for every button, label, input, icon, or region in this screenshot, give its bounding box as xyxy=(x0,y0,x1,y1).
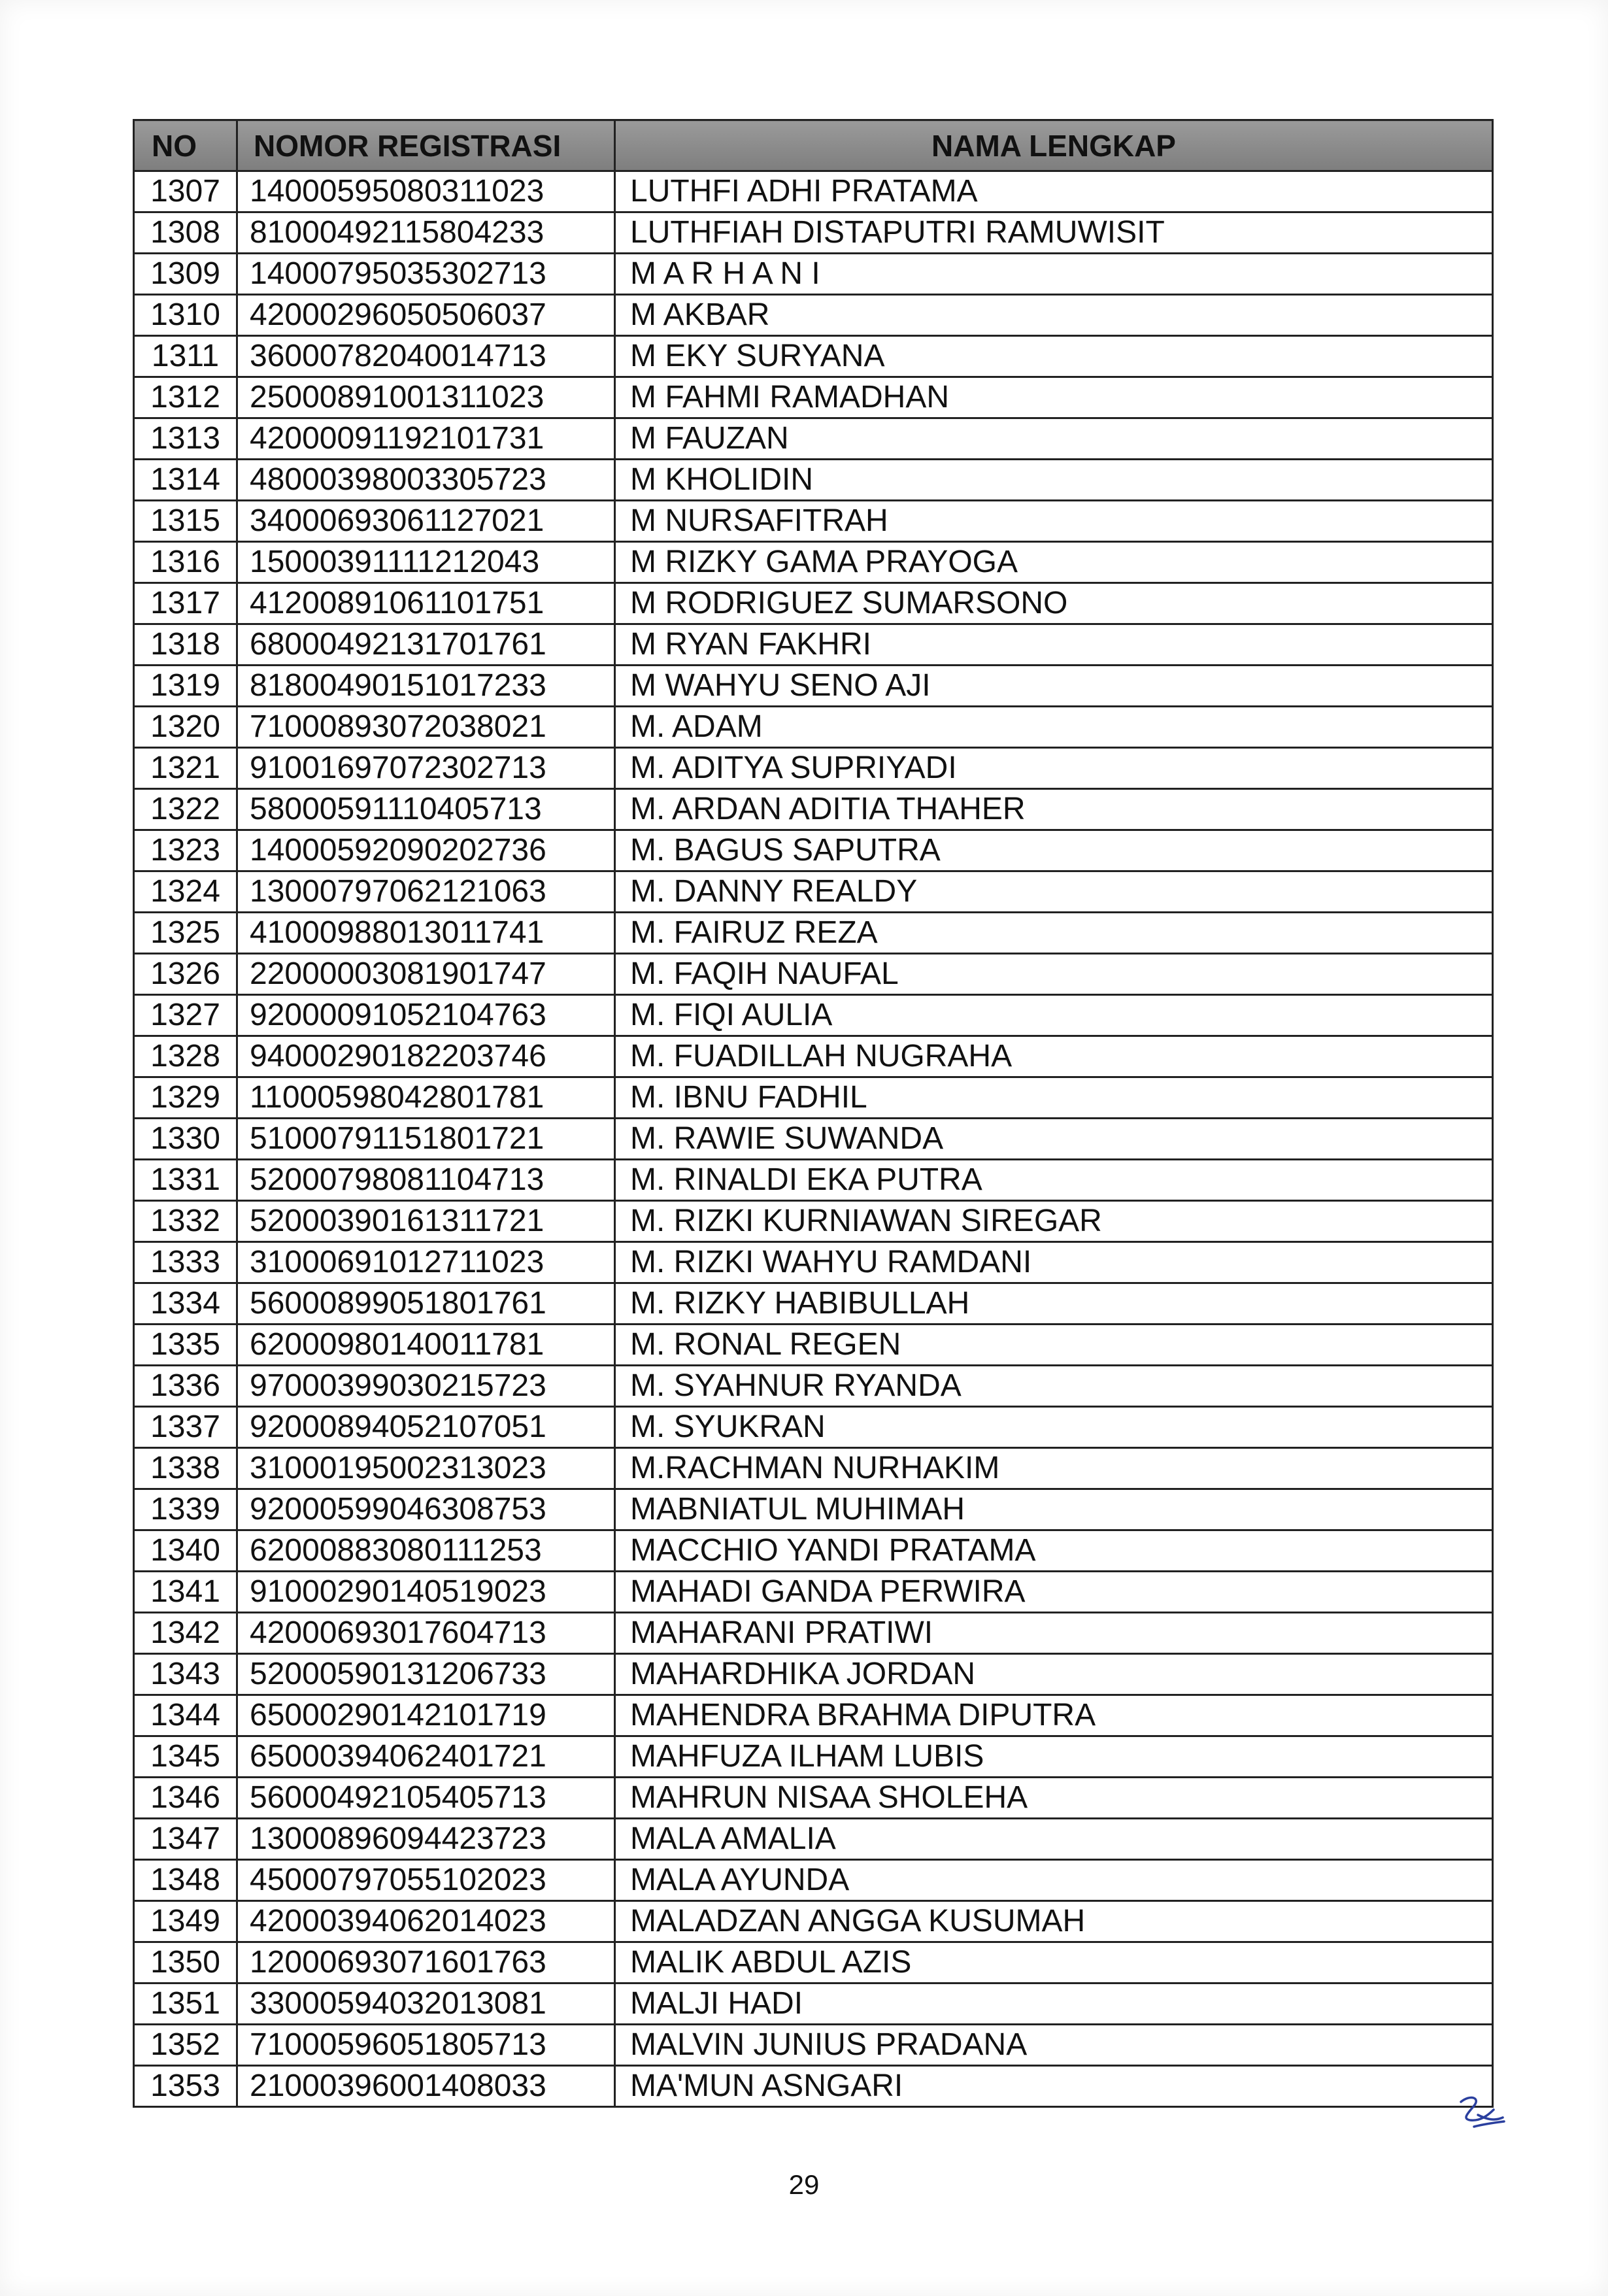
table-row xyxy=(134,2025,1493,2066)
table-row xyxy=(134,1325,1493,1366)
cell-registration-number: 31000691012711023 xyxy=(237,1242,615,1283)
cell-no: 1321 xyxy=(134,748,237,789)
table-row xyxy=(134,789,1493,830)
cell-registration-number: 92000091052104763 xyxy=(237,995,615,1036)
table-row xyxy=(134,1654,1493,1695)
table-row xyxy=(134,254,1493,295)
cell-full-name: MALVIN JUNIUS PRADANA xyxy=(615,2025,1493,2066)
cell-no: 1336 xyxy=(134,1366,237,1407)
cell-full-name: MALA AYUNDA xyxy=(615,1860,1493,1901)
cell-full-name: M. RONAL REGEN xyxy=(615,1325,1493,1366)
cell-full-name: MALJI HADI xyxy=(615,1984,1493,2025)
table-row xyxy=(134,501,1493,542)
cell-no: 1313 xyxy=(134,418,237,460)
cell-full-name: MAHENDRA BRAHMA DIPUTRA xyxy=(615,1695,1493,1736)
cell-registration-number: 97000399030215723 xyxy=(237,1366,615,1407)
cell-registration-number: 15000391111212043 xyxy=(237,542,615,583)
cell-registration-number: 52000390161311721 xyxy=(237,1201,615,1242)
cell-registration-number: 68000492131701761 xyxy=(237,624,615,666)
cell-no: 1324 xyxy=(134,871,237,913)
table-row xyxy=(134,583,1493,624)
cell-full-name: MAHADI GANDA PERWIRA xyxy=(615,1572,1493,1613)
table-row xyxy=(134,1572,1493,1613)
cell-full-name: MAHRUN NISAA SHOLEHA xyxy=(615,1778,1493,1819)
cell-registration-number: 42000296050506037 xyxy=(237,295,615,336)
cell-no: 1342 xyxy=(134,1613,237,1654)
table-row xyxy=(134,542,1493,583)
cell-registration-number: 71000893072038021 xyxy=(237,707,615,748)
cell-registration-number: 91001697072302713 xyxy=(237,748,615,789)
cell-no: 1307 xyxy=(134,171,237,212)
cell-no: 1341 xyxy=(134,1572,237,1613)
cell-no: 1328 xyxy=(134,1036,237,1077)
cell-no: 1338 xyxy=(134,1448,237,1489)
cell-registration-number: 62000883080111253 xyxy=(237,1530,615,1572)
cell-no: 1317 xyxy=(134,583,237,624)
table-row xyxy=(134,1119,1493,1160)
cell-full-name: MALA AMALIA xyxy=(615,1819,1493,1860)
cell-full-name: M AKBAR xyxy=(615,295,1493,336)
table-row xyxy=(134,1489,1493,1530)
table-row xyxy=(134,995,1493,1036)
cell-no: 1319 xyxy=(134,666,237,707)
cell-full-name: M. SYUKRAN xyxy=(615,1407,1493,1448)
cell-full-name: M. FAIRUZ REZA xyxy=(615,913,1493,954)
cell-no: 1312 xyxy=(134,377,237,418)
cell-registration-number: 92000599046308753 xyxy=(237,1489,615,1530)
cell-registration-number: 14000795035302713 xyxy=(237,254,615,295)
cell-no: 1353 xyxy=(134,2066,237,2107)
table-row xyxy=(134,2066,1493,2107)
cell-registration-number: 31000195002313023 xyxy=(237,1448,615,1489)
cell-registration-number: 51000791151801721 xyxy=(237,1119,615,1160)
cell-no: 1309 xyxy=(134,254,237,295)
cell-full-name: MAHFUZA ILHAM LUBIS xyxy=(615,1736,1493,1778)
cell-no: 1335 xyxy=(134,1325,237,1366)
cell-registration-number: 58000591110405713 xyxy=(237,789,615,830)
table-row xyxy=(134,171,1493,212)
cell-full-name: M. ADITYA SUPRIYADI xyxy=(615,748,1493,789)
cell-no: 1347 xyxy=(134,1819,237,1860)
table-row xyxy=(134,1530,1493,1572)
cell-no: 1330 xyxy=(134,1119,237,1160)
cell-full-name: M. ADAM xyxy=(615,707,1493,748)
table-row xyxy=(134,871,1493,913)
cell-full-name: M. IBNU FADHIL xyxy=(615,1077,1493,1119)
cell-no: 1350 xyxy=(134,1942,237,1984)
cell-registration-number: 14000595080311023 xyxy=(237,171,615,212)
table-row xyxy=(134,1819,1493,1860)
cell-full-name: M FAHMI RAMADHAN xyxy=(615,377,1493,418)
table-row xyxy=(134,707,1493,748)
cell-full-name: M. FIQI AULIA xyxy=(615,995,1493,1036)
header-registration-number: NOMOR REGISTRASI xyxy=(237,120,615,171)
cell-no: 1329 xyxy=(134,1077,237,1119)
cell-full-name: M RIZKY GAMA PRAYOGA xyxy=(615,542,1493,583)
cell-registration-number: 22000003081901747 xyxy=(237,954,615,995)
cell-no: 1308 xyxy=(134,212,237,254)
cell-registration-number: 62000980140011781 xyxy=(237,1325,615,1366)
table-row xyxy=(134,748,1493,789)
cell-no: 1326 xyxy=(134,954,237,995)
cell-registration-number: 91000290140519023 xyxy=(237,1572,615,1613)
cell-no: 1349 xyxy=(134,1901,237,1942)
cell-registration-number: 45000797055102023 xyxy=(237,1860,615,1901)
cell-registration-number: 12000693071601763 xyxy=(237,1942,615,1984)
cell-registration-number: 81800490151017233 xyxy=(237,666,615,707)
cell-no: 1339 xyxy=(134,1489,237,1530)
cell-no: 1323 xyxy=(134,830,237,871)
cell-full-name: M NURSAFITRAH xyxy=(615,501,1493,542)
cell-no: 1311 xyxy=(134,336,237,377)
cell-registration-number: 52000798081104713 xyxy=(237,1160,615,1201)
table-row xyxy=(134,624,1493,666)
table-row xyxy=(134,1695,1493,1736)
cell-full-name: M RYAN FAKHRI xyxy=(615,624,1493,666)
cell-no: 1351 xyxy=(134,1984,237,2025)
table-row xyxy=(134,913,1493,954)
cell-no: 1346 xyxy=(134,1778,237,1819)
cell-no: 1322 xyxy=(134,789,237,830)
table-row xyxy=(134,295,1493,336)
cell-no: 1314 xyxy=(134,460,237,501)
cell-no: 1327 xyxy=(134,995,237,1036)
table-row xyxy=(134,377,1493,418)
cell-full-name: M. FUADILLAH NUGRAHA xyxy=(615,1036,1493,1077)
page-number: 29 xyxy=(788,2169,820,2200)
cell-registration-number: 34000693061127021 xyxy=(237,501,615,542)
table-row xyxy=(134,1407,1493,1448)
cell-full-name: M WAHYU SENO AJI xyxy=(615,666,1493,707)
table-row xyxy=(134,1077,1493,1119)
cell-no: 1345 xyxy=(134,1736,237,1778)
cell-registration-number: 13000896094423723 xyxy=(237,1819,615,1860)
cell-full-name: M A R H A N I xyxy=(615,254,1493,295)
cell-registration-number: 41200891061101751 xyxy=(237,583,615,624)
cell-no: 1337 xyxy=(134,1407,237,1448)
cell-registration-number: 11000598042801781 xyxy=(237,1077,615,1119)
cell-full-name: M FAUZAN xyxy=(615,418,1493,460)
cell-no: 1318 xyxy=(134,624,237,666)
table-row xyxy=(134,1036,1493,1077)
cell-registration-number: 81000492115804233 xyxy=(237,212,615,254)
cell-no: 1332 xyxy=(134,1201,237,1242)
cell-registration-number: 92000894052107051 xyxy=(237,1407,615,1448)
cell-registration-number: 41000988013011741 xyxy=(237,913,615,954)
cell-full-name: MAHARDHIKA JORDAN xyxy=(615,1654,1493,1695)
cell-registration-number: 56000899051801761 xyxy=(237,1283,615,1325)
table-row xyxy=(134,1283,1493,1325)
cell-registration-number: 14000592090202736 xyxy=(237,830,615,871)
cell-full-name: LUTHFI ADHI PRATAMA xyxy=(615,171,1493,212)
cell-no: 1325 xyxy=(134,913,237,954)
cell-full-name: M. BAGUS SAPUTRA xyxy=(615,830,1493,871)
cell-full-name: M RODRIGUEZ SUMARSONO xyxy=(615,583,1493,624)
cell-no: 1340 xyxy=(134,1530,237,1572)
cell-registration-number: 65000394062401721 xyxy=(237,1736,615,1778)
table-row xyxy=(134,1778,1493,1819)
table-row xyxy=(134,336,1493,377)
cell-full-name: M. SYAHNUR RYANDA xyxy=(615,1366,1493,1407)
cell-full-name: M.RACHMAN NURHAKIM xyxy=(615,1448,1493,1489)
cell-no: 1352 xyxy=(134,2025,237,2066)
cell-full-name: M. RIZKI WAHYU RAMDANI xyxy=(615,1242,1493,1283)
table-row xyxy=(134,1984,1493,2025)
cell-no: 1310 xyxy=(134,295,237,336)
cell-registration-number: 33000594032013081 xyxy=(237,1984,615,2025)
cell-registration-number: 42000091192101731 xyxy=(237,418,615,460)
cell-full-name: MALADZAN ANGGA KUSUMAH xyxy=(615,1901,1493,1942)
cell-no: 1343 xyxy=(134,1654,237,1695)
table-row xyxy=(134,1901,1493,1942)
cell-full-name: M. RINALDI EKA PUTRA xyxy=(615,1160,1493,1201)
cell-registration-number: 13000797062121063 xyxy=(237,871,615,913)
table-row xyxy=(134,1160,1493,1201)
cell-registration-number: 65000290142101719 xyxy=(237,1695,615,1736)
cell-no: 1344 xyxy=(134,1695,237,1736)
table-row xyxy=(134,954,1493,995)
cell-full-name: M KHOLIDIN xyxy=(615,460,1493,501)
cell-full-name: MALIK ABDUL AZIS xyxy=(615,1942,1493,1984)
cell-registration-number: 56000492105405713 xyxy=(237,1778,615,1819)
table-header xyxy=(134,120,1493,171)
cell-full-name: M EKY SURYANA xyxy=(615,336,1493,377)
cell-no: 1348 xyxy=(134,1860,237,1901)
cell-full-name: M. FAQIH NAUFAL xyxy=(615,954,1493,995)
table-row xyxy=(134,212,1493,254)
cell-registration-number: 25000891001311023 xyxy=(237,377,615,418)
table-row xyxy=(134,1242,1493,1283)
cell-no: 1334 xyxy=(134,1283,237,1325)
table-row xyxy=(134,666,1493,707)
cell-registration-number: 36000782040014713 xyxy=(237,336,615,377)
table-body xyxy=(134,171,1493,2107)
table-row xyxy=(134,1366,1493,1407)
table-row xyxy=(134,460,1493,501)
cell-full-name: MA'MUN ASNGARI xyxy=(615,2066,1493,2107)
cell-no: 1333 xyxy=(134,1242,237,1283)
header-full-name: NAMA LENGKAP xyxy=(615,120,1493,171)
table-row xyxy=(134,418,1493,460)
cell-full-name: M. RAWIE SUWANDA xyxy=(615,1119,1493,1160)
cell-no: 1320 xyxy=(134,707,237,748)
registration-table xyxy=(133,119,1494,2108)
cell-no: 1316 xyxy=(134,542,237,583)
cell-full-name: MACCHIO YANDI PRATAMA xyxy=(615,1530,1493,1572)
cell-full-name: M. ARDAN ADITIA THAHER xyxy=(615,789,1493,830)
table-row xyxy=(134,1201,1493,1242)
header-no: NO xyxy=(134,120,237,171)
header-row xyxy=(134,120,1493,171)
cell-registration-number: 94000290182203746 xyxy=(237,1036,615,1077)
cell-full-name: M. DANNY REALDY xyxy=(615,871,1493,913)
cell-registration-number: 21000396001408033 xyxy=(237,2066,615,2107)
cell-registration-number: 48000398003305723 xyxy=(237,460,615,501)
cell-full-name: M. RIZKY HABIBULLAH xyxy=(615,1283,1493,1325)
cell-full-name: MABNIATUL MUHIMAH xyxy=(615,1489,1493,1530)
cell-no: 1331 xyxy=(134,1160,237,1201)
table-row xyxy=(134,830,1493,871)
cell-full-name: M. RIZKI KURNIAWAN SIREGAR xyxy=(615,1201,1493,1242)
table-row xyxy=(134,1613,1493,1654)
cell-registration-number: 42000394062014023 xyxy=(237,1901,615,1942)
table-row xyxy=(134,1860,1493,1901)
cell-registration-number: 52000590131206733 xyxy=(237,1654,615,1695)
cell-registration-number: 71000596051805713 xyxy=(237,2025,615,2066)
table-row xyxy=(134,1736,1493,1778)
table-row xyxy=(134,1942,1493,1984)
handwritten-initial-icon xyxy=(1448,2089,1507,2135)
cell-registration-number: 42000693017604713 xyxy=(237,1613,615,1654)
cell-no: 1315 xyxy=(134,501,237,542)
cell-full-name: LUTHFIAH DISTAPUTRI RAMUWISIT xyxy=(615,212,1493,254)
table-row xyxy=(134,1448,1493,1489)
cell-full-name: MAHARANI PRATIWI xyxy=(615,1613,1493,1654)
